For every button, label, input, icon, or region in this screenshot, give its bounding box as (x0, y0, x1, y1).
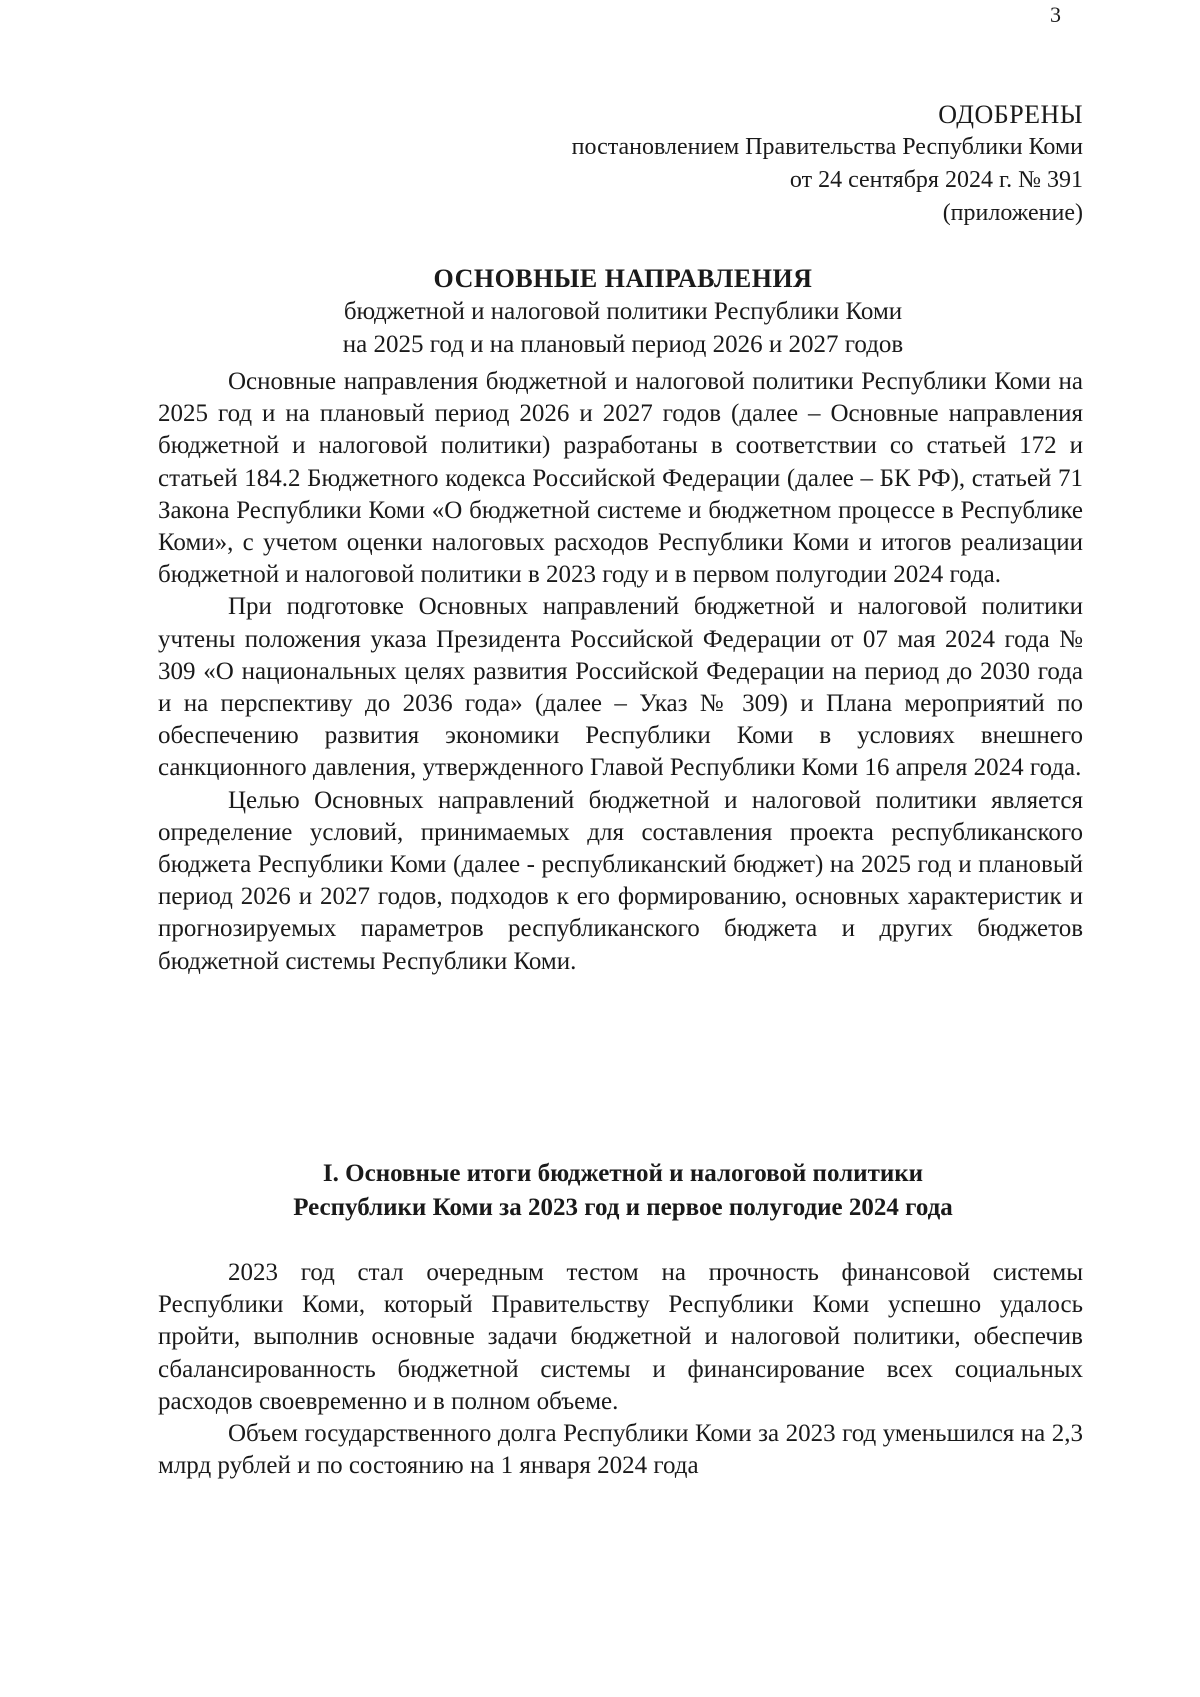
approval-title: ОДОБРЕНЫ (938, 100, 1083, 129)
section-1-heading (160, 1157, 1086, 1225)
page-number: 3 (1050, 2, 1061, 27)
document-subtitle-line2: на 2025 год и на плановый период 2026 и 2027 годов (342, 331, 904, 358)
approval-stamp (572, 98, 1083, 230)
intro-paragraph-1: Основные направления бюджетной и налоговой политики Республики Коми на 2025 год и на плановый период 2026 и 2027 годов (далее – Основные направления бюджетной и налоговой политики) разработаны в соответствии со статьей 172 и статьей 184.2 Бюджетного кодекса Российской Федерации (далее – БК РФ), статьей 71 Закона Республики Коми «О бюджетной системе и бюджетном процессе в Республике Коми», с учетом оценки налоговых расходов Республики Коми и итогов реализации бюджетной и налоговой политики в 2023 году и в первом полугодии 2024 года. (158, 368, 1083, 589)
approval-resolution: постановлением Правительства Республики Коми (571, 134, 1083, 160)
section-1-paragraph-1: 2023 год стал очередным тестом на прочность финансовой системы Республики Коми, который Правительству Республики Коми успешно удалось пройти, выполнив основные задачи бюджетной и налоговой политики, обеспечив сбалансированность бюджетной системы и финансирование всех социальных расходов своевременно и в полном объеме. (158, 1259, 1083, 1415)
approval-date-number: от 24 сентября 2024 г. № 391 (789, 167, 1083, 193)
document-main-title: ОСНОВНЫЕ НАПРАВЛЕНИЯ (433, 264, 813, 293)
document-title (160, 262, 1086, 361)
section-1-heading-line1: I. Основные итоги бюджетной и налоговой политики (322, 1160, 924, 1187)
section-1-paragraph-2: Объем государственного долга Республики Коми за 2023 год уменьшился на 2,3 млрд рублей и по состоянию на 1 января 2024 года (158, 1420, 1083, 1480)
approval-appendix-note: (приложение) (942, 200, 1083, 226)
section-1-text (158, 1257, 1083, 1482)
intro-paragraph-3: Целью Основных направлений бюджетной и налоговой политики является определение условий, принимаемых для составления проекта республиканского бюджета Республики Коми (далее - республиканский бюджет) на 2025 год и плановый период 2026 и 2027 годов, подходов к его формированию, основных характеристик и прогнозируемых параметров республиканского бюджета и других бюджетов бюджетной системы Республики Коми. (158, 786, 1083, 975)
section-1-heading-line2: Республики Коми за 2023 год и первое полугодие 2024 года (293, 1194, 953, 1221)
document-subtitle-line1: бюджетной и налоговой политики Республики Коми (343, 298, 903, 325)
intro-text (158, 366, 1083, 978)
intro-paragraph-2: При подготовке Основных направлений бюджетной и налоговой политики учтены положения указа Президента Российской Федерации от 07 мая 2024 года № 309 «О национальных целях развития Российской Федерации на период до 2030 года и на перспективу до 2036 года» (далее – Указ № 309) и Плана мероприятий по обеспечению развития экономики Республики Коми в условиях внешнего санкционного давления, утвержденного Главой Республики Коми 16 апреля 2024 года. (158, 593, 1083, 782)
